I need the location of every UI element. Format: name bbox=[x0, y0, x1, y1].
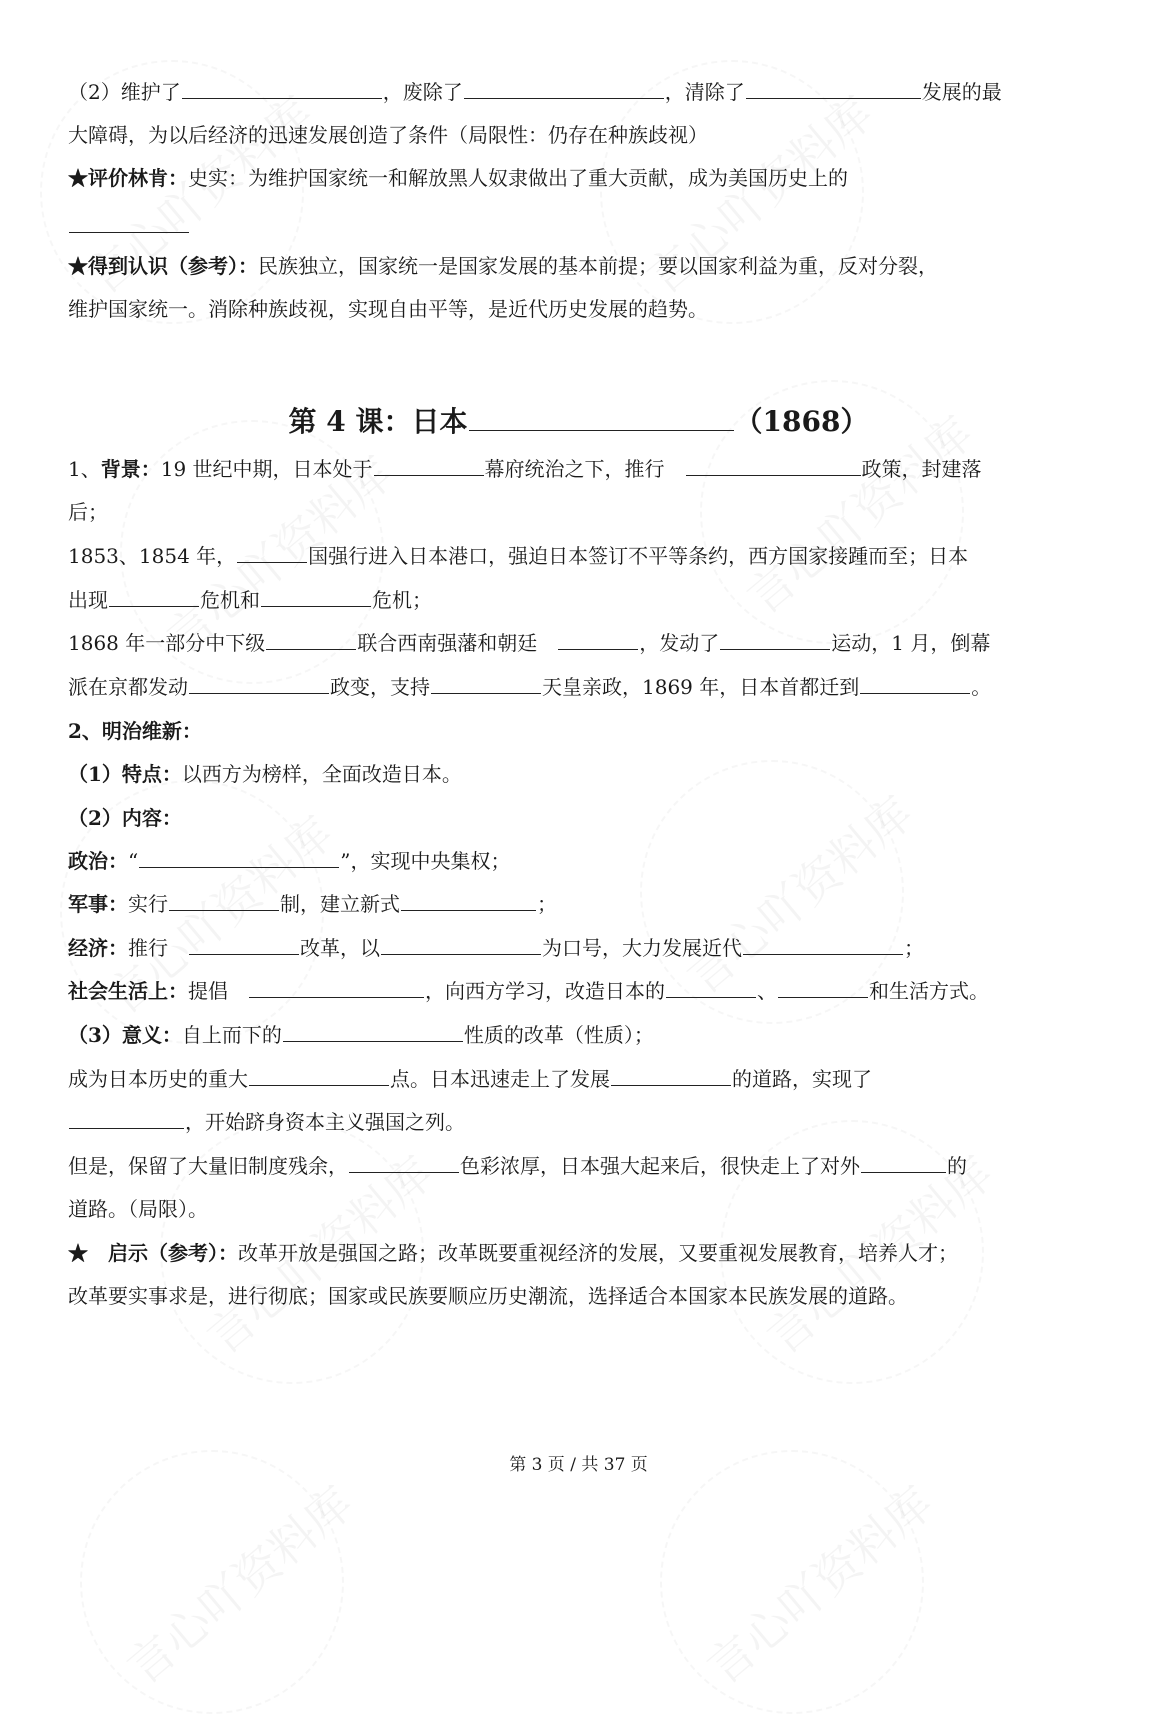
text-segment: 危机； bbox=[372, 588, 432, 612]
text-segment: 派在京都发动 bbox=[68, 675, 188, 699]
text-segment: 1868 年一部分中下级 bbox=[68, 631, 266, 655]
lesson-title bbox=[0, 400, 1157, 440]
text-segment: 改革，以 bbox=[300, 936, 380, 960]
section-label: （3）意义： bbox=[68, 1023, 182, 1047]
title-suffix: （1868） bbox=[734, 405, 869, 438]
text-segment: ； bbox=[537, 892, 557, 916]
text-segment: 为口号，大力发展近代 bbox=[542, 936, 742, 960]
section-label: 军事： bbox=[68, 892, 128, 916]
text-segment: 自上而下的 bbox=[181, 1023, 282, 1047]
text-segment: 运动，1 月，倒幕 bbox=[831, 631, 991, 655]
text-segment: 发展的最 bbox=[921, 80, 1002, 104]
section-label: ★评价林肯： bbox=[68, 166, 188, 190]
text-line bbox=[68, 586, 432, 614]
text-line bbox=[68, 1152, 967, 1180]
section-label: 经济： bbox=[68, 936, 128, 960]
text-segment: 危机和 bbox=[200, 588, 260, 612]
title-prefix: 第 4 课：日本 bbox=[288, 405, 468, 438]
fill-in-blank[interactable] bbox=[249, 1065, 389, 1086]
text-segment: 政变，支持 bbox=[330, 675, 430, 699]
text-line bbox=[68, 629, 990, 657]
text-line bbox=[68, 164, 848, 192]
text-segment: 和生活方式。 bbox=[869, 979, 989, 1003]
text-line bbox=[68, 295, 708, 323]
text-segment: 政策，封建落 bbox=[861, 457, 982, 481]
text-segment: ，开始跻身资本主义强国之列。 bbox=[185, 1110, 465, 1134]
title-blank[interactable] bbox=[469, 402, 734, 431]
text-segment: ”，实现中央集权； bbox=[340, 849, 511, 873]
text-segment: 改革要实事求是，进行彻底；国家或民族要顺应历史潮流，选择适合本国家本民族发展的道路。 bbox=[68, 1284, 908, 1308]
text-segment: 史实：为维护国家统一和解放黑人奴隶做出了重大贡献，成为美国历史上的 bbox=[188, 166, 848, 190]
text-segment: 1853、1854 年， bbox=[68, 544, 237, 568]
fill-in-blank[interactable] bbox=[381, 934, 541, 955]
text-line bbox=[68, 1021, 654, 1049]
text-line bbox=[68, 1108, 465, 1136]
text-segment: 19 世纪中期，日本处于 bbox=[160, 457, 373, 481]
fill-in-blank[interactable] bbox=[189, 934, 299, 955]
text-segment: （2）维护了 bbox=[68, 80, 181, 104]
text-segment: 提倡 bbox=[188, 979, 248, 1003]
text-segment: 但是，保留了大量旧制度残余， bbox=[68, 1154, 348, 1178]
fill-in-blank[interactable] bbox=[189, 673, 329, 694]
text-line bbox=[68, 1282, 908, 1310]
fill-in-blank[interactable] bbox=[860, 673, 970, 694]
text-segment: 维护国家统一。消除种族歧视，实现自由平等，是近代历史发展的趋势。 bbox=[68, 297, 708, 321]
fill-in-blank[interactable] bbox=[401, 890, 536, 911]
text-segment: 1、 bbox=[68, 457, 101, 481]
fill-in-blank[interactable] bbox=[861, 1152, 946, 1173]
text-segment: ，发动了 bbox=[639, 631, 720, 655]
fill-in-blank[interactable] bbox=[182, 78, 382, 99]
text-segment: 的 bbox=[947, 1154, 967, 1178]
text-line bbox=[68, 673, 991, 701]
text-segment: 色彩浓厚，日本强大起来后，很快走上了对外 bbox=[460, 1154, 860, 1178]
text-line bbox=[68, 1239, 958, 1267]
text-line bbox=[68, 1195, 208, 1223]
section-label: 政治： bbox=[68, 849, 128, 873]
fill-in-blank[interactable] bbox=[237, 542, 307, 563]
text-segment: 民族独立，国家统一是国家发展的基本前提；要以国家利益为重，反对分裂， bbox=[258, 254, 938, 278]
text-line bbox=[68, 1065, 872, 1093]
text-segment: ，向西方学习，改造日本的 bbox=[425, 979, 665, 1003]
text-line bbox=[68, 977, 989, 1005]
text-line bbox=[68, 890, 557, 918]
text-segment: 国强行进入日本港口，强迫日本签订不平等条约，西方国家接踵而至；日本 bbox=[308, 544, 969, 568]
text-segment: 大障碍，为以后经济的迅速发展创造了条件（局限性：仍存在种族歧视） bbox=[68, 123, 708, 147]
text-segment: 出现 bbox=[68, 588, 108, 612]
text-segment: 制，建立新式 bbox=[280, 892, 400, 916]
text-line bbox=[68, 252, 938, 280]
section-label: ★ 启示（参考）： bbox=[68, 1241, 238, 1265]
section-label: 2、明治维新： bbox=[68, 719, 202, 743]
text-line bbox=[68, 78, 1002, 106]
text-segment: 性质的改革（性质）； bbox=[463, 1023, 654, 1047]
section-label: 背景： bbox=[100, 457, 161, 481]
fill-in-blank[interactable] bbox=[778, 977, 868, 998]
section-label: （2）内容： bbox=[68, 806, 182, 830]
fill-in-blank[interactable] bbox=[69, 212, 189, 233]
fill-in-blank[interactable] bbox=[169, 890, 279, 911]
text-segment: 后； bbox=[68, 500, 108, 524]
text-segment: 成为日本历史的重大 bbox=[68, 1067, 248, 1091]
text-segment: 以西方为榜样，全面改造日本。 bbox=[181, 762, 462, 786]
page-footer: 第 3 页 / 共 37 页 bbox=[509, 1455, 648, 1475]
fill-in-blank[interactable] bbox=[686, 455, 861, 476]
text-segment: ； bbox=[904, 936, 924, 960]
fill-in-blank[interactable] bbox=[464, 78, 664, 99]
text-segment: 、 bbox=[757, 979, 777, 1003]
fill-in-blank[interactable] bbox=[431, 673, 541, 694]
fill-in-blank[interactable] bbox=[69, 1108, 184, 1129]
fill-in-blank[interactable] bbox=[746, 78, 921, 99]
fill-in-blank[interactable] bbox=[611, 1065, 731, 1086]
fill-in-blank[interactable] bbox=[720, 629, 830, 650]
watermark-text bbox=[671, 779, 925, 1007]
fill-in-blank[interactable] bbox=[139, 847, 339, 868]
text-line bbox=[68, 455, 982, 483]
text-segment: ，废除了 bbox=[382, 80, 463, 104]
text-segment: 联合西南强藩和朝廷 bbox=[357, 631, 558, 655]
fill-in-blank[interactable] bbox=[666, 977, 756, 998]
fill-in-blank[interactable] bbox=[283, 1021, 463, 1042]
text-line bbox=[68, 934, 924, 962]
text-segment: 道路。（局限）。 bbox=[68, 1197, 208, 1221]
section-label: （1）特点： bbox=[68, 762, 182, 786]
text-line bbox=[68, 847, 510, 875]
text-segment: 的道路，实现了 bbox=[732, 1067, 872, 1091]
watermark-text bbox=[111, 1469, 365, 1697]
text-segment: 推行 bbox=[128, 936, 188, 960]
text-line bbox=[68, 804, 182, 832]
text-line bbox=[68, 717, 202, 745]
fill-in-blank[interactable] bbox=[266, 629, 356, 650]
text-line bbox=[68, 542, 968, 570]
text-segment: ，清除了 bbox=[664, 80, 745, 104]
text-segment: 幕府统治之下，推行 bbox=[484, 457, 685, 481]
section-label: 社会生活上： bbox=[68, 979, 188, 1003]
text-segment: 实行 bbox=[128, 892, 168, 916]
fill-in-blank[interactable] bbox=[558, 629, 638, 650]
fill-in-blank[interactable] bbox=[349, 1152, 459, 1173]
text-line bbox=[68, 212, 190, 240]
text-segment: 改革开放是强国之路；改革既要重视经济的发展，又要重视发展教育，培养人才； bbox=[238, 1241, 958, 1265]
text-line bbox=[68, 498, 108, 526]
text-segment: 点。日本迅速走上了发展 bbox=[390, 1067, 610, 1091]
fill-in-blank[interactable] bbox=[249, 977, 424, 998]
section-label: ★得到认识（参考）： bbox=[68, 254, 258, 278]
text-line bbox=[68, 121, 708, 149]
fill-in-blank[interactable] bbox=[374, 455, 484, 476]
text-line bbox=[68, 760, 462, 788]
text-segment: “ bbox=[128, 849, 139, 873]
text-segment: 。 bbox=[971, 675, 992, 699]
fill-in-blank[interactable] bbox=[743, 934, 903, 955]
text-segment: 天皇亲政，1869 年，日本首都迁到 bbox=[542, 675, 860, 699]
watermark-text bbox=[691, 1469, 945, 1697]
watermark-circle bbox=[80, 1450, 344, 1714]
fill-in-blank[interactable] bbox=[261, 586, 371, 607]
fill-in-blank[interactable] bbox=[109, 586, 199, 607]
watermark-circle bbox=[660, 1450, 924, 1714]
